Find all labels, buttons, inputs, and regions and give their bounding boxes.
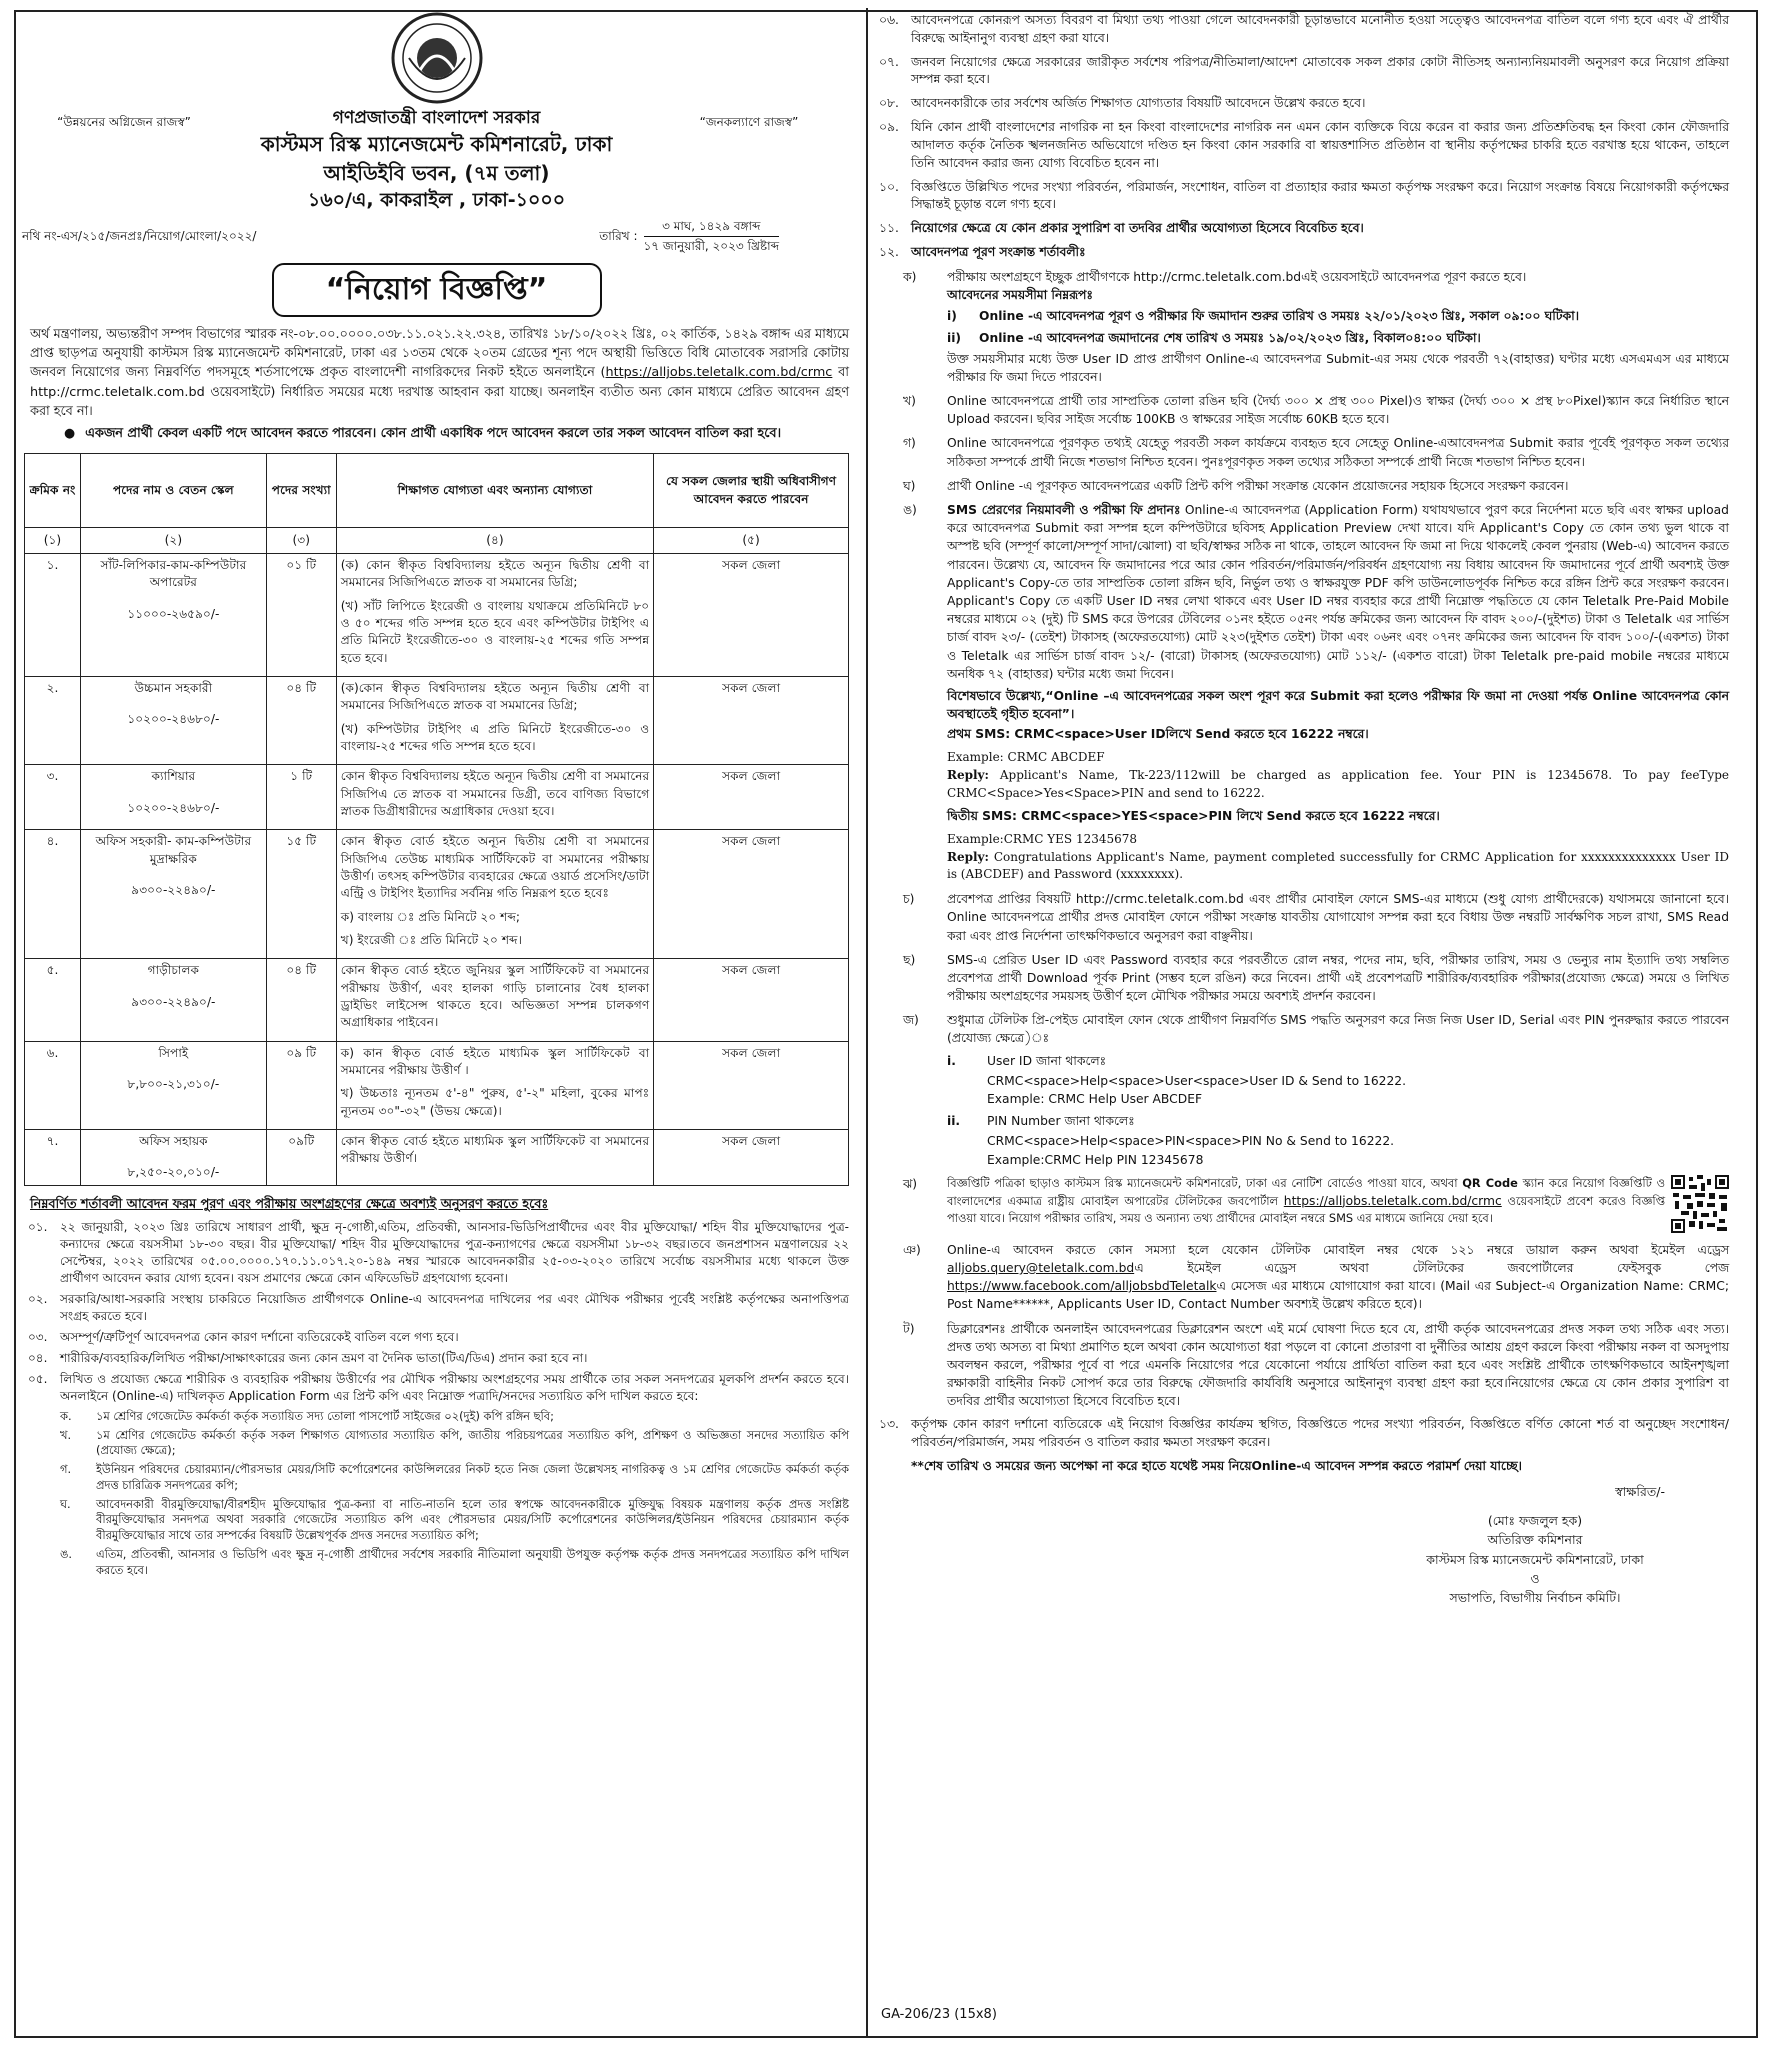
serial-cell: ৩. <box>25 765 81 830</box>
qualification-line: খ) উচ্চতাঃ ন্যূনতম ৫'-৪" পুরুষ, ৫'-২" মহিলা, বুকের মাপঃ ন্যূনতম ৩০"-৩২" (উভয় ক্ষেত্রে)। <box>340 1086 650 1118</box>
qualification-line: (খ) কম্পিউটার টাইপিং এ প্রতি মিনিটে ইংরেজীতে-৩০ ও বাংলায়-২৫ শব্দের গতি সম্পন্ন হতে হবে। <box>340 721 650 753</box>
ga-code: GA-206/23 (15x8) <box>881 2006 997 2022</box>
count-cell: ১৫ টি <box>266 830 336 959</box>
qualification-cell <box>336 765 654 830</box>
letterhead <box>14 106 859 214</box>
clause-ga: গ) Online আবেদনপত্রে পূরণকৃত তথ্যই যেহেতু পরবর্তী সকল কার্যক্রমে ব্যবহৃত হবে সেহেতু Online-এআবেদনপত্র Submit করার পূর্বেই পূরণকৃত সকল তথ্যের সঠিকতা সম্পর্কে প্রার্থী নিজে শতভাগ নিশ্চিত হবেন। পুনঃপূরণকৃত সকল তথ্যের সঠিকতা সম্পর্কে প্রার্থী নিজে শতভাগ নিশ্চিত হবেন। <box>903 436 1729 469</box>
condition-item: ০৯. যিনি কোন প্রার্থী বাংলাদেশের নাগরিক না হন কিংবা বাংলাদেশের নাগরিক নন এমন কোন ব্যক্তিকে বিয়ে করেন বা করার জন্য প্রতিশ্রুতিবদ্ধ হন কিংবা কোন ফৌজদারি আদালত কর্তৃক নৈতিক স্খলনজনিত অভিযোগে দণ্ডিত হন কিংবা কোন সরকারি বা স্বায়ত্তশাসিত প্রতিষ্ঠান বা স্থানীয় কর্তৃপক্ষের চাকরি হতে বরখাস্ত হয়ে থাকেন, তাহলে তিনি আবেদন করার জন্য যোগ্য বিবেচিত হবেন না। <box>879 120 1729 170</box>
pay-scale: ৯৩০০-২২৪৯০/- <box>131 882 216 897</box>
clause-chha: ছ) SMS-এ প্রেরিত User ID এবং Password ব্যবহার করে পরবর্তীতে রোল নম্বর, পদের নাম, ছবি, পরীক্ষার তারিখ, সময় ও ভেন্যুর নাম ইত্যাদি তথ্য সম্বলিত প্রবেশপত্র প্রার্থী Download পূর্বক Print (সম্ভব হলে রঙিন) করে নিবেন। প্রার্থী এই প্রবেশপত্রটি শারীরিক/ব্যবহারিক পরীক্ষার(প্রযোজ্য ক্ষেত্রে) সময়ে ও লিখিত পরীক্ষায় অংশগ্রহণের সময়সহ উত্তীর্ণ হলে মৌখিক পরীক্ষার সময়ে অবশ্যই প্রদর্শন করবেন। <box>903 952 1729 1004</box>
date-label: তারিখ : <box>599 228 638 243</box>
date-block <box>599 218 859 255</box>
signatory-role: সভাপতি, বিভাগীয় নির্বাচন কমিটি। <box>1449 1590 1621 1606</box>
office-address: ১৬০/এ, কাকরাইল , ঢাকা-১০০০ <box>307 188 566 211</box>
vacancy-table <box>24 453 849 1186</box>
bullet-icon: ● <box>64 425 76 441</box>
district-cell: সকল জেলা <box>654 830 849 959</box>
office-name: কাস্টমস রিস্ক ম্যানেজমেন্ট কমিশনারেট, ঢাকা <box>260 132 613 157</box>
header-post: পদের নাম ও বেতন স্কেল <box>80 454 266 528</box>
header-serial: ক্রমিক নং <box>25 454 81 528</box>
condition-item: ১০. বিজ্ঞপ্তিতে উল্লিখিত পদের সংখ্যা পরিবর্তন, পরিমার্জন, সংশোধন, বাতিল বা প্রত্যাহার করার ক্ষমতা কর্তৃপক্ষ সংরক্ষণ করে। নিয়োগ সংক্রান্ত বিষয়ে নিয়োগকারী কর্তৃপক্ষের সিদ্ধান্তই চূড়ান্ত বলে গণ্য হবে। <box>879 179 1729 212</box>
building-name: আইডিইবি ভবন, (৭ম তলা) <box>323 160 550 185</box>
clause-ka: ক) পরীক্ষায় অংশগ্রহণে ইচ্ছুক প্রার্থীগণকে http://crmc.teletalk.com.bdএই ওয়েবসাইটে আবেদনপত্র পূরণ করতে হবে। আবেদনের সময়সীমা নিম্নরূপঃ i) Online -এ আবেদনপত্র পূরণ ও পরীক্ষার ফি জমাদান শুরুর তারিখ ও সময়ঃ ২২/০১/২০২৩ খ্রিঃ, সকাল ০৯:০০ ঘটিকা। ii) Online -এ আবেদনপত্র জমাদানের শেষ তারিখ ও সময়ঃ ১৯/০২/২০২৩ খ্রিঃ, বিকাল০৪:০০ ঘটিকা। উক্ত সময়সীমার মধ্যে উক্ত User ID প্রাপ্ত প্রার্থীগণ Online-এ আবেদনপত্র Submit-এর সময় থেকে পরবর্তী ৭২(বাহাত্তর) ঘণ্টার মধ্যে এসএমএস এর মাধ্যমে পরীক্ষার ফি জমা দিতে পারবেন। <box>903 269 1729 384</box>
conditions-list <box>14 1218 859 1408</box>
conditions-heading: নিম্নবর্ণিত শর্তাবলী আবেদন ফরম পুরণ এবং পরীক্ষায় অংশগ্রহণের ক্ষেত্রে অবশ্যই অনুসরণ করতে হবেঃ <box>30 1196 549 1212</box>
government-seal-icon <box>389 10 485 106</box>
table-row <box>25 1129 849 1185</box>
condition-item: ০৬. আবেদনপত্রে কোনরূপ অসত্য বিবরণ বা মিথ্যা তথ্য পাওয়া গেলে আবেদনকারী চূড়ান্তভাবে মনোনীত হওয়া সত্ত্বেও আবেদনপত্র বাতিল বলে গণ্য হবে এবং ঐ প্রার্থীর বিরুদ্ধে আইনানুগ ব্যবস্থা গ্রহণ করা যাবে। <box>879 13 1730 45</box>
table-row <box>25 554 849 677</box>
clause-jha: ঝ) বিজ্ঞপ্তিটি পত্রিকা ছাড়াও কাস্টমস রিস্ক ম্যানেজমেন্ট কমিশনারেট, ঢাকা এর নোটিশ বোর্ডেও পাওয়া যাবে, অথবা QR Code স্ক্যান করে নিয়োগ বিজ্ঞপ্তিটি ও বাংলাদেশের একমাত্র রাষ্ট্রীয় মোবাইল অপারেটর টেলিটকের জবপোর্টাল https://alljobs.teletalk.com.bd/crmc ওয়েবসাইটে প্রবেশ করেও বিজ্ঞপ্তি পাওয়া যাবে। নিয়োগ পরীক্ষার তারিখ, সময় ও অন্যান্য তথ্য প্রার্থীদের মোবাইল নম্বরে SMS এর মাধ্যমে জানিয়ে দেয়া হবে। <box>875 1173 1735 1239</box>
government-name: গণপ্রজাতন্ত্রী বাংলাদেশ সরকার <box>332 108 541 128</box>
qualification-line: ক) কান স্বীকৃত বোর্ড হইতে মাধ্যমিক স্কুল সার্টিফিকেট বা সমমানের পরীক্ষায় উত্তীর্ণ । <box>340 1045 650 1077</box>
pay-scale: ১০২০০-২৪৬৮০/- <box>127 800 220 815</box>
left-column <box>14 10 859 2038</box>
qualification-line: (খ) সাঁট লিপিতে ইংরেজী ও বাংলায় যথাক্রমে প্রতিমিনিটে ৮০ ও ৫০ শব্দের গতি সম্পন্ন হতে হবে এবং কম্পিউটার টাইপিং এ প্রতি মিনিটে ইংরেজীতে-৩০ ও বাংলায়-২৫ শব্দের গতি সম্পন্ন হতে হবে। <box>340 598 650 665</box>
qualification-line: কোন স্বীকৃত বোর্ড হইতে অন্যূন দ্বিতীয় শ্রেণী বা সমমানের সিজিপিএ তেউচ্চ মাধ্যমিক সার্টিফিকেট বা সমমানের পরীক্ষায় উত্তীর্ণ। তৎসহ কম্পিউটার ব্যবহারের ক্ষেত্রে ওয়ার্ড প্রসেসিং/ডাটা এন্ট্রি ও টাইপিং ইত্যাদির সর্বনিম্ন গতি নিম্নরূপ হতে হবেঃ <box>340 834 650 901</box>
first-sms: প্রথম SMS: CRMC<space>User IDলিখে Send করতে হবে 16222 নম্বরে। <box>947 727 1369 742</box>
post-cell: সাঁট-লিপিকার-কাম-কম্পিউটার অপারেটর ১১০০০-২৬৫৯০/- <box>80 554 266 677</box>
qualification-cell <box>336 959 654 1041</box>
district-cell: সকল জেলা <box>654 554 849 677</box>
start-date: Online -এ আবেদনপত্র পূরণ ও পরীক্ষার ফি জমাদান শুরুর তারিখ ও সময়ঃ ২২/০১/২০২৩ খ্রিঃ, সকাল ০৯:০০ ঘটিকা। <box>979 309 1580 324</box>
district-cell: সকল জেলা <box>654 1129 849 1185</box>
date-bengali: ৩ মাঘ, ১৪২৯ বঙ্গাব্দ <box>662 218 761 233</box>
pay-scale: ৮,৮০০-২১,৩১০/- <box>127 1076 220 1091</box>
condition-item: ১১. নিয়োগের ক্ষেত্রে যে কোন প্রকার সুপারিশ বা তদবির প্রার্থীর অযোগ্যতা হিসেবে বিবেচিত হবে। <box>879 221 1364 236</box>
post-cell: অফিস সহায়ক ৮,২৫০-২০,০১০/- <box>80 1129 266 1185</box>
header-qualification: শিক্ষাগত যোগ্যতা এবং অন্যান্য যোগ্যতা <box>336 454 654 528</box>
end-date: Online -এ আবেদনপত্র জমাদানের শেষ তারিখ ও সময়ঃ ১৯/০২/২০২৩ খ্রিঃ, বিকাল০৪:০০ ঘটিকা। <box>979 330 1481 345</box>
support-email-link[interactable]: alljobs.query@teletalk.com.bd <box>947 1260 1135 1275</box>
table-row <box>25 677 849 765</box>
count-cell: ০৪ টি <box>266 959 336 1041</box>
signatory-designation: অতিরিক্ত কমিশনার <box>1487 1532 1583 1548</box>
qualification-line: কোন স্বীকৃত বোর্ড হইতে জুনিয়র স্কুল সার্টিফিকেট বা সমমানের পরীক্ষায় উত্তীর্ণ, এবং হালকা গাড়ি চালানোর বৈধ হালকা ড্রাইভিং লাইসেন্স থাকতে হবে। অভিজ্ঞতা সম্পন্ন চালকগণ অগ্রাধিকার পাইবেন। <box>340 963 650 1030</box>
final-advice: **শেষ তারিখ ও সময়ের জন্য অপেক্ষা না করে হাতে যথেষ্ট সময় নিয়েOnline-এ আবেদন সম্পন্ন করতে পরামর্শ দেয়া যাচ্ছে। <box>911 1459 1522 1474</box>
document-item: খ. ১ম শ্রেণির গেজেটেড কর্মকর্তা কর্তৃক সকল শিক্ষাগত যোগ্যতার সত্যায়িত কপি, জাতীয় পরিচয়পত্রের সত্যায়িত কপি, প্রশিক্ষণ ও অভিজ্ঞতা সনদের সত্যায়িত কপি (প্রযোজ্য ক্ষেত্রে); <box>60 1427 849 1458</box>
count-cell: ০৯ টি <box>266 1041 336 1129</box>
qualification-line: কোন স্বীকৃত বোর্ড হইতে মাধ্যমিক স্কুল সার্টিফিকেট বা সমমানের পরীক্ষায় উত্তীর্ণ। <box>340 1133 650 1166</box>
right-conditions <box>875 10 1735 266</box>
serial-cell: ৬. <box>25 1041 81 1129</box>
header-district: যে সকল জেলার স্থায়ী অধিবাসীগণ আবেদন করতে পারবেন <box>654 454 849 528</box>
condition-13: ১৩. কর্তৃপক্ষ কোন কারণ দর্শানো ব্যতিরেকে এই নিয়োগ বিজ্ঞপ্তির কার্যক্রম স্থগিত, বিজ্ঞপ্তিতে পদের সংখ্যা পরিবর্তন, বিজ্ঞপ্তিতে বর্ণিত কোনো শর্ত বা অনুচ্ছেদ সংশোধন/পরিবর্তন/পরিমার্জন, সময় পরিবর্তন ও বাতিল করার ক্ষমতা সংরক্ষণ করেন। <box>879 1417 1729 1450</box>
notice-title: “নিয়োগ বিজ্ঞপ্তি” <box>272 263 602 317</box>
facebook-page-link[interactable]: https://www.facebook.com/alljobsbdTeletalk <box>947 1279 1217 1294</box>
qr-code-icon[interactable] <box>1671 1175 1729 1233</box>
reference-row <box>14 218 859 255</box>
clause-cha: চ) প্রবেশপত্র প্রাপ্তির বিষয়টি http://crmc.teletalk.com.bd এবং প্রার্থীর মোবাইল ফোনে SMS-এর মাধ্যমে (শুধু যোগ্য প্রার্থীদেরকে) যথাসময়ে জানানো হবে। Online আবেদনপত্রে প্রার্থীর প্রদত্ত মোবাইল ফোনে পরীক্ষা সংক্রান্ত যাবতীয় যোগাযোগ সম্পন্ন করা হবে বিধায় উক্ত নম্বরটি সার্বক্ষণিক সচল রাখা, SMS Read করা এবং প্রাপ্ত নির্দেশনা তাৎক্ষণিকভাবে অনুসরণ করা বাঞ্ছনীয়। <box>903 892 1729 943</box>
signature-block: স্বাক্ষরিত/- (মোঃ ফজলুল হক) অতিরিক্ত কমিশনার কাস্টমস রিস্ক ম্যানেজমেন্ট কমিশনারেট, ঢাকা ও সভাপতি, বিভাগীয় নির্বাচন কমিটি। <box>1375 1482 1695 1608</box>
count-cell: ০১ টি <box>266 554 336 677</box>
clause-umo-sms: ঙ) SMS প্রেরণের নিয়মাবলী ও পরীক্ষা ফি প্রদানঃ Online-এ আবেদনপত্র (Application Form) যথাযথভাবে পুরণ করে নির্দেশনা মতে ছবি এবং স্বাক্ষর upload করে আবেদনপত্র Submit করা সম্পন্ন হলে কম্পিউটারে ছবিসহ Application Preview দেখা যাবে। যদি Applicant's Copy তে কোন তথ্য ভুল থাকে বা অস্পষ্ট ছবি (সম্পূর্ণ কালো/সম্পূর্ণ সাদা/ঝোলা) বা ছবি/স্বাক্ষর সঠিক না থাকে, তাহলে আবেদন ফি জমা না দিয়ে থাকলেই কেবল পুনরায় (Web-এ) আবেদন করতে পারবেন। উল্লেখ্য যে, আবেদন ফি জমাদানের পরে আর কোন পরিবর্তন/পরিমার্জন/পরিবর্ধন গ্রহণযোগ্য নয় বিধায় আবেদন ফি জমাদানের পূর্বে প্রার্থী অবশ্যই উক্ত Applicant's Copy-তে তার সাম্প্রতিক তোলা রঙ্গিন ছবি, নির্ভুল তথ্য ও স্বাক্ষরযুক্ত PDF কপি ডাউনলোডপূর্বক নিশ্চিত করে রঙ্গিন প্রিন্ট করে সংরক্ষণ করবেন। Applicant's Copy তে একটি User ID নম্বর লেখা থাকবে এবং User ID নম্বর ব্যবহার করে প্রার্থী নিম্নোক্ত পদ্ধতিতে যে কোন Teletalk Pre-Paid Mobile নম্বরের মাধ্যমে ০২ (দুই) টি SMS করে উপরের টেবিলের ০১নং হইতে ০৫নং পর্যন্ত ক্রমিকের জন্য আবেদন ফি বাবদ ২০০/-(দুইশত) টাকা ও Teletalk এর সার্ভিস চার্জ বাবদ ২৩/- (তেইশ) টাকাসহ (অফেরতযোগ্য) মোট ২২৩(দুইশত তেইশ) টাকা এবং ০৬নং এবং ০৭নং ক্রমিকের জন্য আবেদন ফি বাবদ ১০০/-(একশত) টাকা ও Teletalk এর সার্ভিস চার্জ বাবদ ১২/- (বারো) টাকাসহ (অফেরতযোগ্য) মোট ১১২/- (একশত বারো) টাকা Teletalk pre-paid mobile নম্বরের মাধ্যমে অনধিক ৭২ (বাহাত্তর) ঘন্টার মধ্যে জমা দিবেন। বিশেষভাবে উল্লেখ্য,“Online –এ আবেদনপত্রের সকল অংশ পূরণ করে Submit করা হলেও পরীক্ষার ফি জমা না দেওয়া পর্যন্ত Online আবেদনপত্র কোন অবস্থাতেই গৃহীত হবেনা”। প্রথম SMS: CRMC<space>User IDলিখে Send করতে হবে 16222 নম্বরে। Example: CRMC ABCDEF Reply: Applicant's Name, Tk-223/112will be charged as application fee. Your PIN is 12345678. To pay feeType CRMC<Space>Yes<Space>PIN and send to 16222. দ্বিতীয় SMS: CRMC<space>YES<space>PIN লিখে Send করতে হবে 16222 নম্বরে। Example:CRMC YES 12345678 Reply: Congratulations Applicant's Name, payment completed successfully for CRMC Application for xxxxxxxxxxxxxx User ID is (ABCDEF) and Password (xxxxxxxx). <box>903 503 1729 882</box>
district-cell: সকল জেলা <box>654 959 849 1041</box>
table-row <box>25 1041 849 1129</box>
clause-ta: ট) ডিক্লারেশনঃ প্রার্থীকে অনলাইন আবেদনপত্রের ডিক্লারেশন অংশে এই মর্মে ঘোষণা দিতে হবে যে, প্রার্থী কর্তৃক আবেদনপত্রের প্রদত্ত সকল তথ্য সঠিক এবং সত্য। প্রদত্ত তথ্য অসত্য বা মিথ্যা প্রমাণিত হলে অথবা কোন অযোগ্যতা ধরা পড়লে বা কোনো প্রতারণা বা দুর্নীতির আশ্রয় গ্রহণ করলে কিংবা পরীক্ষায় নকল বা অসদুপায় অবলম্বন করলে, পরীক্ষার পূর্বে বা পরে এমনকি নিয়োগের পরে যেকোনো পর্যায়ে প্রার্থিতা বাতিল করা হবে এবং সংশ্লিষ্ট প্রার্থীকে তাৎক্ষণিকভাবে আইনশৃঙ্খলা রক্ষাকারী বাহিনীর নিকট সোপর্দ করে তার বিরুদ্ধে ফৌজদারি কার্যবিধি অনুসারে আইনানুগ ব্যবস্থা গ্রহণ করা হবে।নিয়োগের ক্ষেত্রে যে কোন প্রকার সুপারিশ বা তদবির প্রার্থীর অযোগ্যতা হিসেবে বিবেচিত হবে। <box>903 1321 1729 1409</box>
qualification-cell <box>336 554 654 677</box>
qualification-cell <box>336 1041 654 1129</box>
document-item: গ. ইউনিয়ন পরিষদের চেয়ারম্যান/পৌরসভার মেয়র/সিটি কর্পোরেশনের কাউন্সিলরের নিকট হতে নিজ জেলা উল্লেখসহ নাগরিকত্ব ও ১ম শ্রেণির গেজেটেড কর্মকর্তা কর্তৃক প্রদত্ত চারিত্রিক সনদপত্রের কপি; <box>60 1462 849 1492</box>
qualification-line: খ) ইংরেজী ঃ প্রতি মিনিটে ২০ শব্দ। <box>340 932 522 947</box>
header-count: পদের সংখ্যা <box>266 454 336 528</box>
post-cell: উচ্চমান সহকারী ১০২০০-২৪৬৮০/- <box>80 677 266 765</box>
qualification-cell <box>336 1129 654 1185</box>
pay-scale: ১০২০০-২৪৬৮০/- <box>127 712 220 727</box>
qualification-line: (ক) কোন স্বীকৃত বিশ্ববিদ্যালয় হইতে অন্যূন দ্বিতীয় শ্রেণী বা সমমানের সিজিপিএতে স্নাতক বা সমমানের ডিগ্রি; <box>340 558 650 590</box>
serial-cell: ৫. <box>25 959 81 1041</box>
documents-list <box>14 1408 859 1580</box>
count-cell: ০৪ টি <box>266 677 336 765</box>
condition-item: ০৮. আবেদনকারীকে তার সর্বশেষ অর্জিত শিক্ষাগত যোগ্যতার বিষয়টি আবেদনে উল্লেখ করতে হবে। <box>879 96 1366 111</box>
table-row <box>25 959 849 1041</box>
qualification-line: কোন স্বীকৃত বিশ্ববিদ্যালয় হইতে অন্যূন দ্বিতীয় শ্রেণী বা সমমানের সিজিপিএ তে স্নাতক বা সমমানের ডিগ্রী, তবে বাণিজ্য বিভাগে স্নাতক ডিগ্রীধারীদের অগ্রাধিকার দেওয়া হবে। <box>340 769 650 818</box>
alljobs-link[interactable]: https://alljobs.teletalk.com.bd/crmc <box>605 365 833 381</box>
second-sms: দ্বিতীয় SMS: CRMC<space>YES<space>PIN লিখে Send করতে হবে 16222 নম্বরে। <box>947 808 1440 823</box>
condition-item: ০৩. অসম্পূর্ণ/ত্রুটিপূর্ণ আবেদনপত্র কোন কারণ দর্শানো ব্যতিরেকেই বাতিল বলে গণ্য হবে। <box>28 1329 459 1344</box>
post-cell: ক্যাশিয়ার ১০২০০-২৪৬৮০/- <box>80 765 266 830</box>
serial-cell: ২. <box>25 677 81 765</box>
jobs-portal-link[interactable]: https://alljobs.teletalk.com.bd/crmc <box>1283 1193 1502 1208</box>
memo-number: নথি নং-এস/২১৫/জনপ্রঃ/নিয়োগ/মোংলা/২০২২/ <box>22 228 257 243</box>
condition-item: ০৪. শারীরিক/ব্যবহারিক/লিখিত পরীক্ষা/সাক্ষাৎকারের জন্য কোন ভ্রমণ বা দৈনিক ভাতা(টিএ/ডিএ) প্রদান করা হবে না। <box>28 1350 588 1365</box>
clause-gha: ঘ) প্রার্থী Online -এ পূরণকৃত আবেদনপত্রের একটি প্রিন্ট কপি পরীক্ষা সংক্রান্ত যেকোন প্রয়োজনের সহায়ক হিসেবে সংরক্ষণ করবেন। <box>903 478 1569 493</box>
one-post-rule: ● একজন প্রার্থী কেবল একটি পদে আবেদন করতে পারবেন। কোন প্রার্থী একাধিক পদে আবেদন করলে তার সকল আবেদন বাতিল করা হবে। <box>14 421 859 447</box>
serial-cell: ৪. <box>25 830 81 959</box>
serial-cell: ১. <box>25 554 81 677</box>
qualification-line: (ক)কোন স্বীকৃত বিশ্ববিদ্যালয় হইতে অন্যূন দ্বিতীয় শ্রেণী বা সমমানের সিজিপিএতে স্নাতক বা সমমানের ডিগ্রি; <box>340 681 650 713</box>
count-cell: ১ টি <box>266 765 336 830</box>
district-cell: সকল জেলা <box>654 765 849 830</box>
qualification-cell <box>336 677 654 765</box>
pay-scale: ৮,২৫০-২০,০১০/- <box>127 1165 220 1180</box>
district-cell: সকল জেলা <box>654 677 849 765</box>
post-cell: গাড়ীচালক ৯৩০০-২২৪৯০/- <box>80 959 266 1041</box>
special-note: বিশেষভাবে উল্লেখ্য,“Online –এ আবেদনপত্রের সকল অংশ পূরণ করে Submit করা হলেও পরীক্ষার ফি জমা না দেওয়া পর্যন্ত Online আবেদনপত্র কোন অবস্থাতেই গৃহীত হবেনা”। <box>947 688 1729 722</box>
document-item: ঙ. এতিম, প্রতিবন্ধী, আনসার ও ভিডিপি এবং ক্ষুদ্র নৃ-গোষ্ঠী প্রার্থীদের সর্বশেষ সরকারি নীতিমালা অনুযায়ী উপযুক্ত কর্তৃপক্ষ কর্তৃক প্রদত্ত সনদপত্রের সত্যায়িত কপি দাখিল করতে হবে। <box>60 1546 849 1577</box>
condition-item: ০৭. জনবল নিয়োগের ক্ষেত্রে সরকারের জারীকৃত সর্বশেষ পরিপত্র/নীতিমালা/আদেশ মোতাবেক সকল প্রকার কোটা নীতিসহ অন্যান্যনিয়মাবলী অনুসরণ করে নিয়োগ প্রক্রিয়া সম্পন্ন করা হবে। <box>879 54 1729 87</box>
motto-right: “জনকল্যাণে রাজস্ব” <box>699 115 799 129</box>
post-cell: সিপাই ৮,৮০০-২১,৩১০/- <box>80 1041 266 1129</box>
date-gregorian: ১৭ জানুয়ারী, ২০২৩ খ্রিষ্টাব্দ <box>643 238 779 253</box>
document-item: ক. ১ম শ্রেণির গেজেটেড কর্মকর্তা কর্তৃক সত্যায়িত সদ্য তোলা পাসপোর্ট সাইজের ০২(দুই) কপি রঙ্গিন ছবি; <box>60 1409 554 1424</box>
post-cell: অফিস সহকারী- কাম-কম্পিউটার মুদ্রাক্ষরিক ৯৩০০-২২৪৯০/- <box>80 830 266 959</box>
condition-item: ০৫. লিখিত ও প্রযোজ্য ক্ষেত্রে শারীরিক ও ব্যবহারিক পরীক্ষায় উত্তীর্ণের পর মৌখিক পরীক্ষায় অংশগ্রহণের সময় প্রার্থীকে তার সকল সনদপত্রের মূলকপি প্রদর্শন করতে হবে। অনলাইনে (Online-এ) দাখিলকৃত Application Form এর প্রিন্ট কপি এবং নিম্নোক্ত পত্রাদি/সনদের সত্যায়িত কপি দাখিল করতে হবে: <box>28 1371 849 1403</box>
serial-cell: ৭. <box>25 1129 81 1185</box>
condition-item: ০২. সরকারি/আধা-সরকারি সংস্থায় চাকরিতে নিয়োজিত প্রার্থীগণকে Online-এ আবেদনপত্র দাখিলের পর এবং মৌখিক পরীক্ষার পূর্বেই সংশ্লিষ্ট কর্তৃপক্ষের অনাপত্তিপত্র সংগ্রহ করতে হবে। <box>28 1291 849 1323</box>
table-header-row <box>25 454 849 528</box>
column-number-row: (১) (২) (৩) (৪) (৫) <box>25 528 849 554</box>
signatory-office: কাস্টমস রিস্ক ম্যানেজমেন্ট কমিশনারেট, ঢাকা <box>1426 1551 1644 1567</box>
intro-paragraph: অর্থ মন্ত্রণালয়, অভ্যন্তরীণ সম্পদ বিভাগের স্মারক নং-০৮.০০.০০০০.০৩৮.১১.০২১.২২.৩২৪, তারিখঃ ১৮/১০/২০২২ খ্রিঃ, ০২ কার্তিক, ১৪২৯ বঙ্গাব্দ এর মাধ্যমে প্রাপ্ত ছাড়পত্র অনুযায়ী কাস্টমস রিস্ক ম্যানেজমেন্ট কমিশনারেট, ঢাকা এর ১৩তম থেকে ২০তম গ্রেডের শূন্য পদে অস্থায়ী ভিত্তিতে বিধি মোতাবেক সরাসরি কোটায় জনবল নিয়োগের জন্য নিম্নবর্ণিত পদসমূহে শর্তসাপেক্ষে প্রকৃত বাংলাদেশী নাগরিকদের নিকট হইতে অনলাইনে (https://alljobs.teletalk.com.bd/crmc বা http://crmc.teletalk.com.bd ওয়েবসাইটে) নির্ধারিত সময়ের মধ্যে দরখাস্ত আহবান করা যাচ্ছে। অনলাইন ব্যতীত অন্য কোন মাধ্যমে প্রেরিত আবেদন গ্রহণ করা হবে না। <box>30 326 850 419</box>
right-column <box>875 10 1735 2038</box>
userid-recovery-command: CRMC<space>Help<space>User<space>User ID & Send to 16222. <box>987 1073 1407 1088</box>
pay-scale: ১১০০০-২৬৫৯০/- <box>127 606 220 621</box>
clause-ja: জ) শুধুমাত্র টেলিটক প্রি-পেইড মোবাইল ফোন থেকে প্রার্থীগণ নিম্নবর্ণিত SMS পদ্ধতি অনুসরণ করে নিজ নিজ User ID, Serial এবং PIN পুনরুদ্ধার করতে পারবেন (প্রযোজ্য ক্ষেত্রে)ঃ i. User ID জানা থাকলেঃ CRMC<space>Help<space>User<space>User ID & Send to 16222. Example: CRMC Help User ABCDEF ii. PIN Number জানা থাকলেঃ CRMC<space>Help<space>PIN<space>PIN No & Send to 16222. Example:CRMC Help PIN 12345678 <box>903 1013 1729 1167</box>
table-row <box>25 765 849 830</box>
table-row <box>25 830 849 959</box>
clause-yo: ঞ) Online-এ আবেদন করতে কোন সমস্যা হলে যেকোন টেলিটক মোবাইল নম্বর থেকে ১২১ নম্বরে ডায়াল করুন অথবা ইমেইল এড্রেস alljobs.query@teletalk.com.bdএ ইমেইল এড্রেস অথবা টেলিটকের জবপোর্টালের ফেইসবুক পেজ https://www.facebook.com/alljobsbdTeletalkএ মেসেজ এর মাধ্যমে যোগাযোগ করা যাবে। (Mail এর Subject-এ Organization Name: CRMC; Post Name******, Applicants User ID, Contact Number অবশ্যই উল্লেখ করিতে হবে)। <box>903 1242 1729 1312</box>
district-cell: সকল জেলা <box>654 1041 849 1129</box>
condition-item: ০১. ২২ জানুয়ারী, ২০২৩ খ্রিঃ তারিখে সাধারণ প্রার্থী, ক্ষুদ্র নৃ-গোষ্ঠী,এতিম, প্রতিবন্ধী, আনসার-ভিডিপিপ্রার্থীদের এবং বীর মুক্তিযোদ্ধা/ শহিদ বীর মুক্তিযোদ্ধাদের পুত্র-কন্যাদের ক্ষেত্রে বয়সসীমা ১৮-৩০ বছর। বীর মুক্তিযোদ্ধা/ শহিদ বীর মুক্তিযোদ্ধাদের পুত্র-কন্যাগণের ক্ষেত্রে বয়সসীমা ১৮-৩২ বছর।তবে জনপ্রশাসন মন্ত্রণালয়ের ২২ সেপ্টেম্বর, ২০২২ তারিখের ০৫.০০.০০০০.১৭০.১১.০১৭.২০-১৪৯ নম্বর স্মারকে আবেদনকারীর ২৫-০৩-২০২০ তারিখে সর্বোচ্চ বয়সসীমার মধ্যে থাকলে উক্ত প্রার্থীগণ আবেদন করার যোগ্য হবেন। বয়স প্রমাণের ক্ষেত্রে কোন এফিডেভিট গ্রহণযোগ্য হবেনা। <box>28 1219 849 1285</box>
pay-scale: ৯৩০০-২২৪৯০/- <box>131 994 216 1009</box>
signatory-name: (মোঃ ফজলুল হক) <box>1487 1512 1583 1528</box>
motto-left: “উন্নয়নের অগ্নিজেন রাজস্ব” <box>57 115 191 129</box>
count-cell: ০৯টি <box>266 1129 336 1185</box>
signed-label: স্বাক্ষরিত/- <box>1615 1483 1665 1499</box>
condition-item: ১২. আবেদনপত্র পূরণ সংক্রান্ত শর্তাবলীঃ <box>879 245 1086 260</box>
qualification-cell <box>336 830 654 959</box>
document-item: ঘ. আবেদনকারী বীরমুক্তিযোদ্ধা/বীরশহীদ মুক্তিযোদ্ধার পুত্র-কন্যা বা নাতি-নাতনি হলে তার স্বপক্ষে আবেদনকারীকে মুক্তিযুদ্ধ বিষয়ক মন্ত্রণালয় কর্তৃক প্রদত্ত সংশ্লিষ্ট বীরমুক্তিযোদ্ধার সনদপত্র অথবা সরকারি গেজেটের সত্যায়িত কপি এবং পৌরসভার মেয়র/সিটি কর্পোরেশনের কাউন্সিলর/ইউনিয়ন পরিষদের চেয়ারম্যান কর্তৃক বীরমুক্তিযোদ্ধার সাথে তার সম্পর্কের বিষয়টি উল্লেখপূর্বক প্রদত্ত সনদের সত্যায়িত কপি; <box>60 1496 849 1543</box>
qualification-line: ক) বাংলায় ঃ প্রতি মিনিটে ২০ শব্দ; <box>340 909 521 924</box>
pin-recovery-command: CRMC<space>Help<space>PIN<space>PIN No & Send to 16222. <box>987 1134 1395 1149</box>
clause-kha: খ) Online আবেদনপত্রে প্রার্থী তার সাম্প্রতিক তোলা রঙিন ছবি (দৈর্ঘ্য ৩০০ × প্রস্থ ৩০০ Pixel)ও স্বাক্ষর (দৈর্ঘ্য ৩০০ × প্রস্থ ৮০Pixel)স্ক্যান করে নির্ধারিত স্থানে Upload করবেন। ছবির সাইজ সর্বোচ্চ 100KB ও স্বাক্ষরের সাইজ সর্বোচ্চ 60KB হতে হবে। <box>903 394 1729 427</box>
column-divider <box>866 8 868 2038</box>
